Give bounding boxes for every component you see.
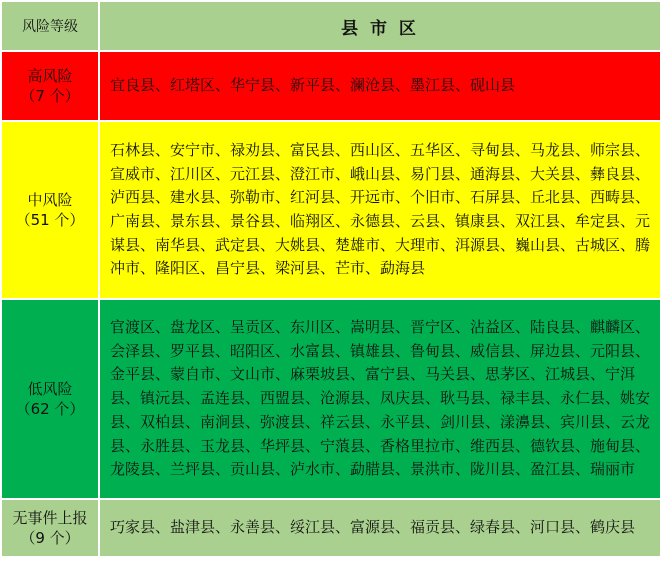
level-count: （9 个） [20, 529, 80, 547]
row-medium-risk [1, 121, 660, 299]
header-row [1, 1, 660, 51]
level-count: （62 个） [15, 400, 85, 418]
level-cell [1, 299, 99, 499]
region-list: 宜良县、红塔区、华宁县、新平县、澜沧县、墨江县、砚山县 [99, 51, 660, 121]
row-low-risk [1, 299, 660, 499]
level-cell [1, 499, 99, 557]
level-cell [1, 121, 99, 299]
region-list: 巧家县、盐津县、永善县、绥江县、富源县、福贡县、绿春县、河口县、鹤庆县 [99, 499, 660, 557]
level-count: （7 个） [20, 87, 80, 105]
header-risk-level: 风险等级 [1, 1, 99, 51]
level-label: 低风险 [27, 380, 73, 398]
level-label: 中风险 [27, 191, 73, 209]
header-regions: 县 市 区 [99, 1, 660, 51]
level-label: 无事件上报 [12, 509, 88, 527]
level-label: 高风险 [27, 67, 73, 85]
region-list: 石林县、安宁市、禄劝县、富民县、西山区、五华区、寻甸县、马龙县、师宗县、宣威市、江川区、元江县、澄江市、峨山县、易门县、通海县、大关县、彝良县、泸西县、建水县、弥勒市、红河县、开远市、个旧市、石屏县、丘北县、西畴县、广南县、景东县、景谷县、临翔区、永德县、云县、镇康县、双江县、牟定县、元谋县、南华县、武定县、大姚县、楚雄市、大理市、洱源县、巍山县、古城区、腾冲市、隆阳区、昌宁县、梁河县、芒市、勐海县 [99, 121, 660, 299]
region-list: 官渡区、盘龙区、呈贡区、东川区、嵩明县、晋宁区、沾益区、陆良县、麒麟区、会泽县、罗平县、昭阳区、水富县、镇雄县、鲁甸县、威信县、屏边县、元阳县、金平县、蒙自市、文山市、麻栗坡县、富宁县、马关县、思茅区、江城县、宁洱县、镇沅县、孟连县、西盟县、沧源县、凤庆县、耿马县、禄丰县、永仁县、姚安县、双柏县、南涧县、弥渡县、祥云县、永平县、剑川县、漾濞县、宾川县、云龙县、永胜县、玉龙县、华坪县、宁蒗县、香格里拉市、维西县、德钦县、施甸县、龙陵县、兰坪县、贡山县、泸水市、勐腊县、景洪市、陇川县、盈江县、瑞丽市 [99, 299, 660, 499]
row-high-risk [1, 51, 660, 121]
row-no-events [1, 499, 660, 557]
level-count: （51 个） [15, 211, 85, 229]
level-cell [1, 51, 99, 121]
